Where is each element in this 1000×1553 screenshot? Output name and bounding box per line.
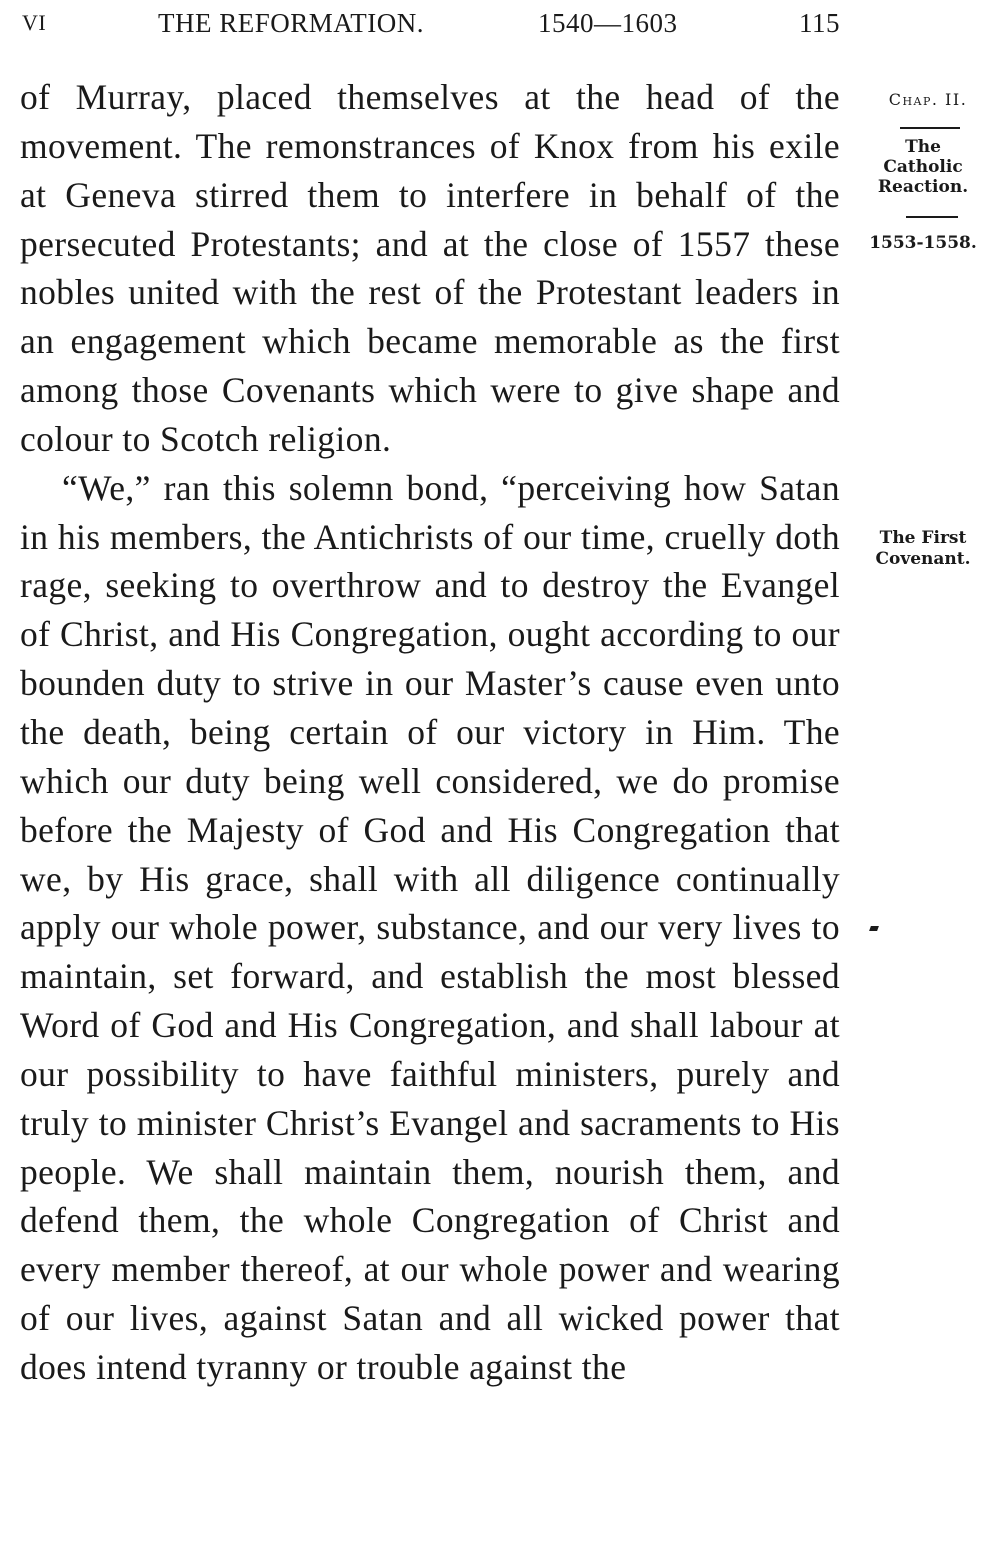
topic-note-line: Catholic (883, 157, 963, 177)
subtopic-note-line: The First (879, 528, 967, 548)
subtopic-note-line: Covenant. (875, 549, 971, 569)
running-head (22, 6, 840, 40)
years-note: 1553-1558. (869, 233, 977, 253)
page-number: 115 (799, 8, 840, 38)
topic-note-line: The (905, 137, 941, 157)
chapter-note: Chap. II. (888, 90, 968, 109)
running-dates: 1540—1603 (538, 8, 678, 38)
topic-note (858, 137, 988, 197)
topic-note-line: Reaction. (877, 177, 969, 197)
margin-rule (906, 216, 958, 218)
margin-rule (900, 127, 960, 129)
running-title: THE REFORMATION. (158, 8, 425, 38)
print-speck-mark (869, 926, 879, 931)
subtopic-note (858, 528, 988, 570)
paragraph-covenant-quote: “We,” ran this solemn bond, “perceiving how Satan in his members, the Antichrists of our time, cruelly doth rage, seeking to overthrow and to destroy the Evangel of Christ, and His Congregation, ought according to our bounden duty to strive in our Master’s cause even unto the death, being certain of our victory in Him. The which our duty being well considered, we do promise before the Majesty of God and His Congregation that we, by His grace, shall with all diligence continually apply our whole power, substance, and our very lives to maintain, set forward, and establish the most blessed Word of God and His Congregation, and shall labour at our possibility to have faithful ministers, purely and truly to minister Christ’s Evangel and sacraments to His people. We shall maintain them, nourish them, and defend them, the whole Congregation of Christ and every member thereof, at our whole power and wearing of our lives, against Satan and all wicked power that does intend tyranny or trouble against the (20, 467, 840, 1387)
paragraph-continuation: of Murray, placed themselves at the head of the movement. The remonstrances of Knox from his exile at Geneva stirred them to interfere in behalf of the persecuted Protestants; and at the close of 1557 these nobles united with the rest of the Protestant leaders in an engagement which became memorable as the first among those Covenants which were to give shape and colour to Scotch religion. (20, 77, 840, 459)
section-number: VI (22, 10, 47, 35)
body-text (20, 73, 840, 1392)
